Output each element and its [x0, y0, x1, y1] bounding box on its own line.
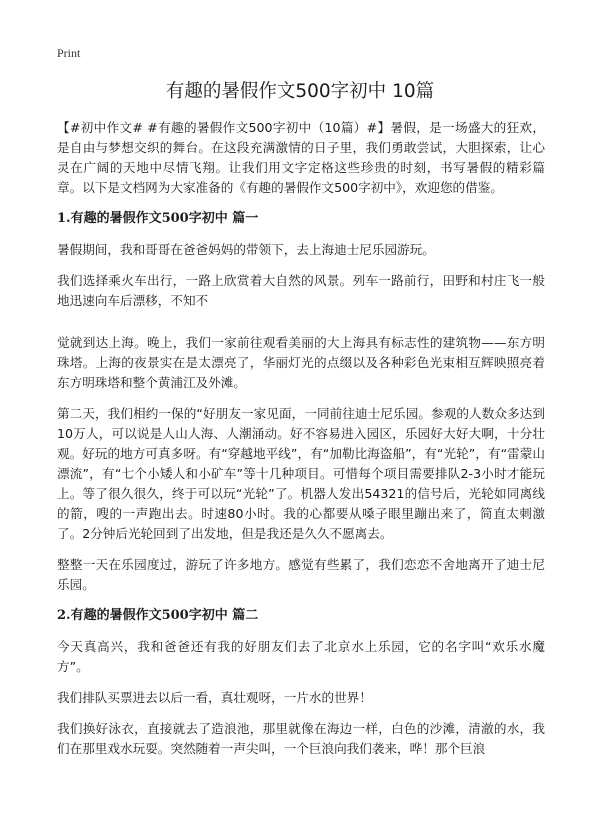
section-2-paragraph-2: 我们排队买票进去以后一看，真壮观呀，一片水的世界！ — [57, 690, 372, 705]
section-2-paragraph-1: 今天真高兴，我和爸爸还有我的好朋友们去了北京水上乐园，它的名字叫“欢乐水魔方”。 — [57, 639, 545, 674]
section-2-paragraph-3: 我们换好泳衣，直接就去了造浪池，那里就像在海边一样，白色的沙滩，清澈的水，我们在那里戏水玩耍。突然随着一声尖叫，一个巨浪向我们袭来，哗！那个巨浪 — [57, 721, 545, 756]
section-1-paragraph-3: 觉就到达上海。晚上，我们一家前往观看美丽的大上海具有标志性的建筑物——东方明珠塔。上海的夜景实在是太漂亮了，华丽灯光的点缀以及各种彩色光束相互辉映照亮着东方明珠塔和整个黄浦江及外滩。 — [57, 335, 545, 390]
intro-paragraph: 【#初中作文# #有趣的暑假作文500字初中（10篇）#】暑假，是一场盛大的狂欢，是自由与梦想交织的舞台。在这段充满激情的日子里，我们勇敢尝试，大胆探索，让心灵在广阔的天地中尽情飞翔。让我们用文字定格这些珍贵的时刻，书写暑假的精彩篇章。以下是文档网为大家准备的《有趣的暑假作文500字初中》，欢迎您的借鉴。 — [57, 120, 545, 195]
section-1-paragraph-4: 第二天，我们相约一保的“好朋友一家见面，一同前往迪士尼乐园。参观的人数众多达到10万人，可以说是人山人海、人潮涌动。好不容易进入园区，乐园好大好大啊，十分壮观。好玩的地方可真多呀。有“穿越地平线”，有“加勒比海盗船”，有“光轮”，有“雷蒙山漂流”，有“七个小矮人和小矿车”等十几种项目。可惜每个项目需要排队2-3小时才能玩上。等了很久很久，终于可以玩“光轮”了。机器人发出54321的信号后，光轮如同离线的箭，嗖的一声跑出去。时速80小时。我的心都要从嗓子眼里蹦出来了，简直太刺激了。2分钟后光轮回到了出发地，但是我还是久久不愿离去。 — [57, 406, 545, 541]
section-heading-1: 1.有趣的暑假作文500字初中 篇一 — [57, 211, 259, 226]
document-body — [57, 118, 545, 770]
section-1-paragraph-2: 我们选择乘火车出行，一路上欣赏着大自然的风景。列车一路前行，田野和村庄飞一般地迅速向车后漂移，不知不 — [57, 273, 545, 308]
section-1-paragraph-5: 整整一天在乐园度过，游玩了许多地方。感觉有些累了，我们恋恋不舍地离开了迪士尼乐园。 — [57, 557, 545, 592]
section-1-paragraph-1: 暑假期间，我和哥哥在爸爸妈妈的带领下，去上海迪士尼乐园游玩。 — [57, 242, 435, 257]
section-heading-2: 2.有趣的暑假作文500字初中 篇二 — [57, 608, 259, 623]
print-label[interactable]: Print — [57, 46, 81, 60]
document-title: 有趣的暑假作文500字初中 10篇 — [165, 81, 435, 102]
